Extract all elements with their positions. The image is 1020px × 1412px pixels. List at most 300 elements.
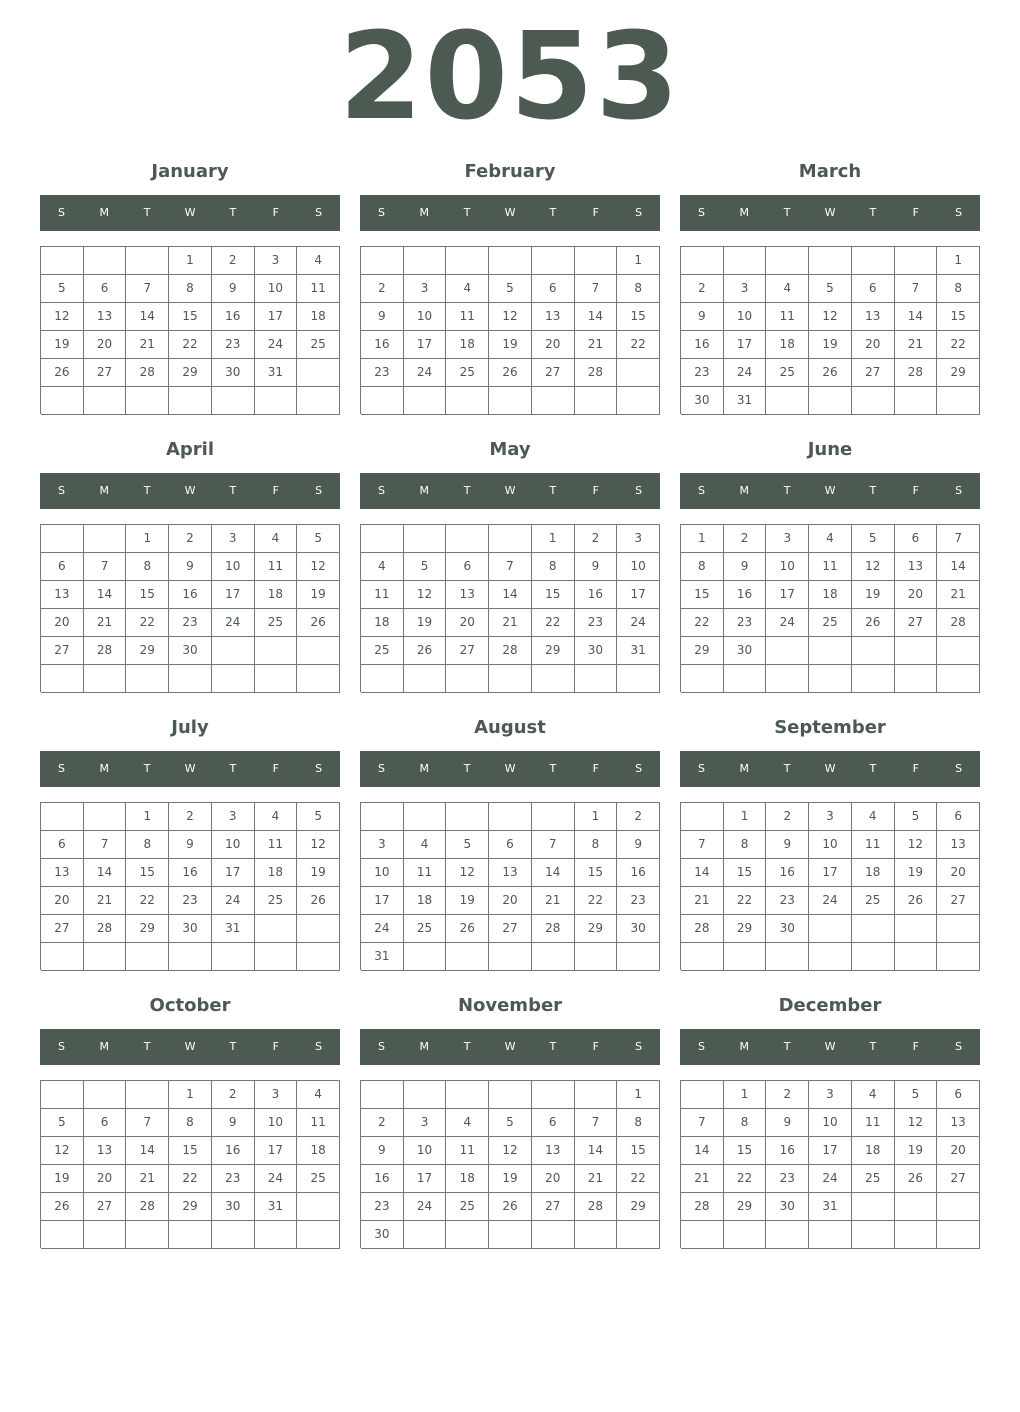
day-cell: 18 [404, 887, 447, 915]
day-cell: 24 [809, 887, 852, 915]
empty-cell [617, 943, 660, 971]
day-cell: 11 [446, 1137, 489, 1165]
day-grid [360, 802, 660, 970]
day-cell: 20 [852, 331, 895, 359]
day-cell: 31 [255, 1193, 298, 1221]
day-cell: 4 [766, 275, 809, 303]
day-cell: 13 [937, 831, 980, 859]
day-cell: 21 [489, 609, 532, 637]
empty-cell [575, 1221, 618, 1249]
weekday-label: T [229, 762, 237, 775]
day-cell: 19 [809, 331, 852, 359]
day-cell: 31 [255, 359, 298, 387]
day-cell: 17 [255, 1137, 298, 1165]
day-cell: 16 [169, 581, 212, 609]
day-cell: 9 [169, 553, 212, 581]
day-cell: 23 [766, 1165, 809, 1193]
day-cell: 12 [41, 303, 84, 331]
day-cell: 10 [809, 1109, 852, 1137]
weekday-label: F [592, 484, 599, 497]
day-cell: 14 [84, 581, 127, 609]
weekday-label: W [184, 206, 196, 219]
weekday-label: W [504, 1040, 516, 1053]
empty-cell [617, 387, 660, 415]
day-cell: 1 [126, 525, 169, 553]
day-cell: 26 [895, 1165, 938, 1193]
weekday-label: F [272, 484, 279, 497]
empty-cell [126, 943, 169, 971]
day-cell: 14 [575, 303, 618, 331]
weekday-label: S [377, 484, 385, 497]
empty-cell [446, 247, 489, 275]
day-cell: 30 [169, 915, 212, 943]
day-cell: 24 [212, 609, 255, 637]
day-cell: 2 [212, 247, 255, 275]
weekday-label: T [783, 206, 791, 219]
month-name: April [165, 439, 215, 460]
weekday-header [40, 751, 340, 787]
day-cell: 11 [297, 1109, 340, 1137]
day-cell: 29 [169, 1193, 212, 1221]
day-cell: 13 [937, 1109, 980, 1137]
empty-cell [852, 387, 895, 415]
weekday-label: T [783, 1040, 791, 1053]
empty-cell [446, 525, 489, 553]
day-cell: 31 [212, 915, 255, 943]
day-cell: 12 [852, 553, 895, 581]
empty-cell [937, 637, 980, 665]
day-cell: 15 [169, 303, 212, 331]
empty-cell [489, 665, 532, 693]
weekday-label: M [739, 1040, 750, 1053]
day-cell: 28 [84, 637, 127, 665]
day-cell: 8 [681, 553, 724, 581]
weekday-label: F [592, 762, 599, 775]
weekday-label: T [463, 484, 471, 497]
weekday-header [40, 473, 340, 509]
weekday-label: T [143, 1040, 151, 1053]
weekday-label: W [824, 762, 836, 775]
day-cell: 28 [532, 915, 575, 943]
day-cell: 16 [617, 859, 660, 887]
day-cell: 8 [724, 831, 767, 859]
day-grid [680, 246, 980, 414]
empty-cell [255, 665, 298, 693]
empty-cell [404, 803, 447, 831]
day-cell: 18 [446, 331, 489, 359]
weekday-label: S [955, 206, 963, 219]
day-cell: 6 [84, 275, 127, 303]
day-cell: 7 [126, 275, 169, 303]
month-name: May [489, 439, 531, 460]
empty-cell [809, 665, 852, 693]
day-grid [360, 246, 660, 414]
day-cell: 15 [681, 581, 724, 609]
day-cell: 27 [446, 637, 489, 665]
day-cell: 14 [126, 303, 169, 331]
day-cell: 21 [84, 887, 127, 915]
empty-cell [126, 387, 169, 415]
day-cell: 7 [532, 831, 575, 859]
day-cell: 6 [852, 275, 895, 303]
weekday-label: M [739, 206, 750, 219]
empty-cell [852, 915, 895, 943]
day-cell: 6 [532, 1109, 575, 1137]
day-cell: 3 [255, 247, 298, 275]
day-cell: 17 [766, 581, 809, 609]
day-cell: 3 [404, 275, 447, 303]
day-cell: 6 [41, 553, 84, 581]
day-cell: 5 [852, 525, 895, 553]
day-cell: 3 [404, 1109, 447, 1137]
empty-cell [255, 915, 298, 943]
day-cell: 8 [169, 1109, 212, 1137]
day-cell: 20 [532, 331, 575, 359]
day-cell: 20 [41, 887, 84, 915]
day-cell: 4 [255, 803, 298, 831]
empty-cell [361, 665, 404, 693]
day-cell: 8 [126, 553, 169, 581]
day-cell: 7 [937, 525, 980, 553]
empty-cell [361, 387, 404, 415]
day-cell: 20 [895, 581, 938, 609]
weekday-label: M [99, 206, 110, 219]
empty-cell [766, 637, 809, 665]
day-cell: 28 [126, 1193, 169, 1221]
empty-cell [895, 915, 938, 943]
empty-cell [84, 803, 127, 831]
day-cell: 29 [681, 637, 724, 665]
weekday-label: S [57, 206, 65, 219]
day-cell: 23 [212, 1165, 255, 1193]
day-cell: 5 [297, 525, 340, 553]
empty-cell [404, 943, 447, 971]
day-cell: 28 [84, 915, 127, 943]
day-cell: 4 [361, 553, 404, 581]
empty-cell [489, 943, 532, 971]
day-cell: 27 [532, 1193, 575, 1221]
empty-cell [681, 803, 724, 831]
day-cell: 8 [532, 553, 575, 581]
day-cell: 13 [84, 303, 127, 331]
weekday-label: M [419, 484, 430, 497]
empty-cell [169, 387, 212, 415]
day-cell: 29 [575, 915, 618, 943]
weekday-header [680, 1029, 980, 1065]
weekday-label: W [184, 1040, 196, 1053]
day-cell: 25 [852, 1165, 895, 1193]
weekday-label: M [419, 762, 430, 775]
day-cell: 30 [212, 1193, 255, 1221]
weekday-header [360, 473, 660, 509]
day-cell: 17 [404, 1165, 447, 1193]
day-cell: 1 [169, 1081, 212, 1109]
day-cell: 25 [297, 331, 340, 359]
empty-cell [297, 387, 340, 415]
day-cell: 10 [809, 831, 852, 859]
day-cell: 27 [41, 637, 84, 665]
empty-cell [532, 387, 575, 415]
day-cell: 3 [361, 831, 404, 859]
day-cell: 12 [809, 303, 852, 331]
day-cell: 30 [681, 387, 724, 415]
day-cell: 20 [84, 331, 127, 359]
day-cell: 18 [766, 331, 809, 359]
day-cell: 16 [212, 303, 255, 331]
day-cell: 11 [404, 859, 447, 887]
month-name: October [149, 995, 231, 1016]
day-cell: 31 [617, 637, 660, 665]
day-cell: 10 [255, 275, 298, 303]
month-name: February [464, 161, 556, 182]
day-cell: 17 [212, 859, 255, 887]
empty-cell [681, 1081, 724, 1109]
day-cell: 26 [852, 609, 895, 637]
weekday-label: T [143, 484, 151, 497]
weekday-label: S [955, 762, 963, 775]
empty-cell [937, 665, 980, 693]
weekday-label: T [549, 1040, 557, 1053]
day-cell: 6 [41, 831, 84, 859]
day-cell: 10 [361, 859, 404, 887]
day-cell: 19 [852, 581, 895, 609]
day-cell: 18 [255, 859, 298, 887]
day-cell: 14 [681, 1137, 724, 1165]
empty-cell [575, 665, 618, 693]
day-cell: 21 [575, 1165, 618, 1193]
day-cell: 9 [724, 553, 767, 581]
day-cell: 2 [169, 525, 212, 553]
day-cell: 8 [937, 275, 980, 303]
day-cell: 25 [766, 359, 809, 387]
empty-cell [404, 665, 447, 693]
weekday-label: M [99, 1040, 110, 1053]
empty-cell [255, 637, 298, 665]
day-cell: 1 [532, 525, 575, 553]
weekday-label: S [697, 484, 705, 497]
weekday-label: S [315, 762, 323, 775]
day-cell: 16 [361, 331, 404, 359]
day-cell: 30 [766, 915, 809, 943]
day-cell: 7 [681, 1109, 724, 1137]
day-cell: 27 [852, 359, 895, 387]
day-cell: 27 [937, 887, 980, 915]
day-cell: 14 [126, 1137, 169, 1165]
day-cell: 24 [617, 609, 660, 637]
month-name: July [171, 717, 209, 738]
day-cell: 20 [937, 1137, 980, 1165]
day-cell: 1 [126, 803, 169, 831]
day-cell: 25 [255, 609, 298, 637]
weekday-label: S [635, 484, 643, 497]
day-cell: 13 [84, 1137, 127, 1165]
empty-cell [41, 803, 84, 831]
day-cell: 5 [41, 275, 84, 303]
day-cell: 2 [617, 803, 660, 831]
day-cell: 15 [724, 859, 767, 887]
day-cell: 29 [724, 915, 767, 943]
day-cell: 2 [766, 1081, 809, 1109]
day-cell: 1 [575, 803, 618, 831]
empty-cell [41, 665, 84, 693]
empty-cell [724, 247, 767, 275]
empty-cell [404, 525, 447, 553]
day-cell: 19 [446, 887, 489, 915]
day-cell: 23 [724, 609, 767, 637]
weekday-header [40, 1029, 340, 1065]
day-cell: 18 [297, 1137, 340, 1165]
day-cell: 15 [126, 859, 169, 887]
day-cell: 4 [297, 247, 340, 275]
weekday-label: S [635, 206, 643, 219]
empty-cell [404, 247, 447, 275]
day-cell: 25 [297, 1165, 340, 1193]
empty-cell [532, 247, 575, 275]
day-cell: 22 [617, 331, 660, 359]
empty-cell [297, 915, 340, 943]
day-cell: 15 [532, 581, 575, 609]
day-cell: 24 [809, 1165, 852, 1193]
day-cell: 12 [489, 1137, 532, 1165]
weekday-header [680, 751, 980, 787]
day-cell: 19 [895, 859, 938, 887]
day-cell: 3 [766, 525, 809, 553]
day-cell: 11 [766, 303, 809, 331]
empty-cell [532, 1221, 575, 1249]
day-cell: 15 [126, 581, 169, 609]
day-cell: 17 [809, 1137, 852, 1165]
empty-cell [361, 525, 404, 553]
day-cell: 20 [489, 887, 532, 915]
day-cell: 8 [575, 831, 618, 859]
weekday-label: M [99, 484, 110, 497]
empty-cell [84, 1081, 127, 1109]
day-cell: 17 [809, 859, 852, 887]
empty-cell [852, 637, 895, 665]
weekday-label: S [635, 762, 643, 775]
day-cell: 14 [895, 303, 938, 331]
day-cell: 15 [617, 1137, 660, 1165]
day-cell: 28 [681, 915, 724, 943]
empty-cell [895, 943, 938, 971]
empty-cell [766, 387, 809, 415]
day-cell: 8 [617, 275, 660, 303]
day-cell: 26 [297, 609, 340, 637]
day-cell: 20 [446, 609, 489, 637]
day-cell: 6 [84, 1109, 127, 1137]
day-cell: 26 [404, 637, 447, 665]
day-cell: 14 [937, 553, 980, 581]
weekday-label: T [869, 484, 877, 497]
weekday-label: F [592, 206, 599, 219]
day-cell: 5 [404, 553, 447, 581]
empty-cell [212, 1221, 255, 1249]
day-cell: 23 [617, 887, 660, 915]
empty-cell [212, 387, 255, 415]
day-cell: 17 [617, 581, 660, 609]
day-cell: 24 [724, 359, 767, 387]
day-cell: 26 [489, 1193, 532, 1221]
empty-cell [297, 359, 340, 387]
weekday-label: W [184, 762, 196, 775]
day-cell: 1 [681, 525, 724, 553]
month-name: March [798, 161, 862, 182]
day-cell: 14 [489, 581, 532, 609]
day-cell: 4 [297, 1081, 340, 1109]
empty-cell [446, 665, 489, 693]
day-cell: 17 [724, 331, 767, 359]
day-cell: 11 [446, 303, 489, 331]
empty-cell [212, 637, 255, 665]
weekday-label: S [377, 762, 385, 775]
empty-cell [852, 665, 895, 693]
day-cell: 13 [41, 581, 84, 609]
day-cell: 5 [489, 275, 532, 303]
day-cell: 9 [681, 303, 724, 331]
day-cell: 4 [255, 525, 298, 553]
empty-cell [575, 247, 618, 275]
day-cell: 26 [446, 915, 489, 943]
empty-cell [126, 1221, 169, 1249]
empty-cell [617, 665, 660, 693]
day-cell: 3 [212, 803, 255, 831]
weekday-label: T [783, 762, 791, 775]
day-cell: 9 [575, 553, 618, 581]
empty-cell [895, 1193, 938, 1221]
empty-cell [84, 943, 127, 971]
weekday-label: F [912, 762, 919, 775]
day-cell: 2 [681, 275, 724, 303]
day-cell: 19 [489, 331, 532, 359]
day-cell: 12 [895, 831, 938, 859]
day-cell: 21 [532, 887, 575, 915]
day-cell: 27 [84, 359, 127, 387]
day-cell: 27 [489, 915, 532, 943]
empty-cell [852, 1221, 895, 1249]
day-cell: 1 [617, 247, 660, 275]
day-cell: 6 [532, 275, 575, 303]
day-cell: 12 [404, 581, 447, 609]
day-cell: 22 [575, 887, 618, 915]
day-cell: 24 [255, 331, 298, 359]
weekday-label: S [315, 206, 323, 219]
day-cell: 30 [766, 1193, 809, 1221]
empty-cell [852, 247, 895, 275]
empty-cell [84, 665, 127, 693]
day-cell: 8 [126, 831, 169, 859]
weekday-label: T [143, 206, 151, 219]
month-name: September [774, 717, 886, 738]
day-cell: 7 [895, 275, 938, 303]
day-cell: 5 [489, 1109, 532, 1137]
empty-cell [852, 1193, 895, 1221]
weekday-label: S [57, 484, 65, 497]
empty-cell [617, 359, 660, 387]
empty-cell [297, 1221, 340, 1249]
day-cell: 28 [681, 1193, 724, 1221]
day-cell: 19 [41, 1165, 84, 1193]
weekday-label: S [377, 206, 385, 219]
day-cell: 19 [895, 1137, 938, 1165]
empty-cell [446, 803, 489, 831]
day-cell: 5 [809, 275, 852, 303]
empty-cell [212, 943, 255, 971]
day-cell: 29 [724, 1193, 767, 1221]
day-grid [680, 802, 980, 970]
weekday-label: T [229, 1040, 237, 1053]
empty-cell [126, 665, 169, 693]
day-cell: 12 [297, 553, 340, 581]
